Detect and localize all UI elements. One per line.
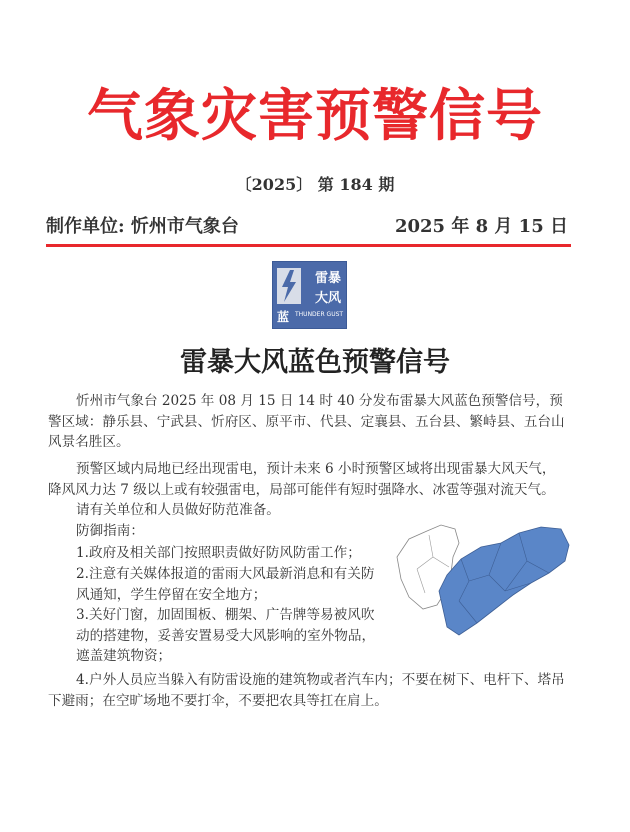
badge-level: 蓝 xyxy=(277,310,290,324)
guide-item-1: 1.政府及相关部门按照职责做好防风防雷工作； xyxy=(76,545,361,561)
warning-signal-badge xyxy=(272,261,347,329)
warning-paragraph-3: 请有关单位和人员做好防范准备。 xyxy=(76,502,280,518)
header-divider xyxy=(46,244,571,247)
issue-date: 2025 年 8 月 15 日 xyxy=(394,216,568,237)
warning-heading: 雷暴大风蓝色预警信号 xyxy=(180,347,450,378)
guide-item-3: 3.关好门窗，加固围板、棚架、广告牌等易被风吹动的搭建物，妥善安置易受大风影响的室外物品，遮盖建筑物资； xyxy=(76,607,376,664)
warning-area-map xyxy=(389,517,573,641)
badge-english-label: THUNDER GUST xyxy=(295,311,344,318)
badge-label-line1: 雷暴 xyxy=(314,271,341,286)
guide-item-4: 4.户外人员应当躲入有防雷设施的建筑物或者汽车内；不要在树下、电杆下、塔吊下避雨；在空旷场地不要打伞，不要把农具等扛在肩上。 xyxy=(48,672,565,709)
warning-paragraph-2: 预警区域内局地已经出现雷电，预计未来 6 小时预警区域将出现雷暴大风天气，降风风力达 7 级以上或有较强雷电，局部可能伴有短时强降水、冰雹等强对流天气。 xyxy=(48,461,556,498)
badge-label-line2: 大风 xyxy=(314,291,341,306)
page-title: 气象灾害预警信号 xyxy=(87,84,543,149)
guide-title: 防御指南： xyxy=(76,523,144,539)
warning-paragraph-1: 忻州市气象台 2025 年 08 月 15 日 14 时 40 分发布雷暴大风蓝色预警信号，预警区域：静乐县、宁武县、忻府区、原平市、代县、定襄县、五台县、繁峙县、五台山风景名胜区。 xyxy=(48,393,565,450)
lightning-icon xyxy=(277,268,301,304)
guide-item-2: 2.注意有关媒体报道的雷雨大风最新消息和有关防风通知，学生停留在安全地方； xyxy=(76,566,375,603)
issuing-unit: 制作单位: 忻州市气象台 xyxy=(46,216,239,237)
issue-number: 〔2025〕 第 184 期 xyxy=(235,175,395,194)
